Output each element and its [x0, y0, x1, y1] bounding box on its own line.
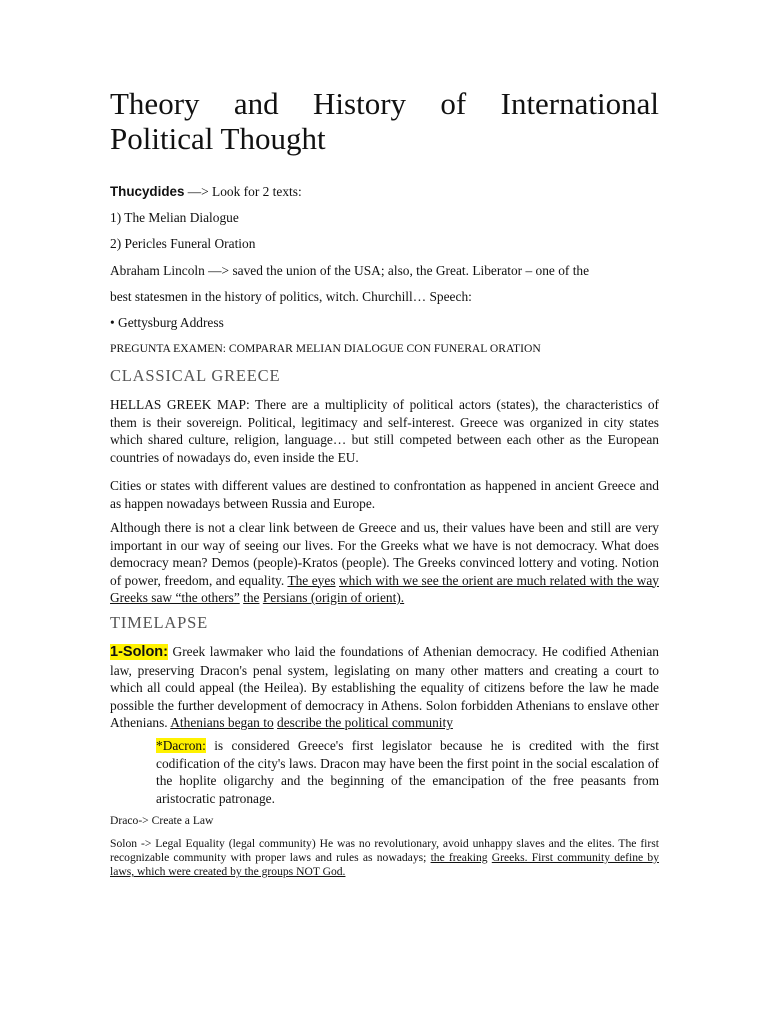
paragraph-hellas: HELLAS GREEK MAP: There are a multiplicity of political actors (states), the characteristics of them is their sovereign. Political, legitimacy and self-interest. Greece was organized in city states which shared culture, religion, language… but still competed between each other as the European countries of nowadays do, even inside the EU.	[110, 397, 659, 465]
dracon-label: *Dacron:	[156, 738, 206, 753]
draco-law-line: Draco-> Create a Law	[110, 814, 214, 827]
lincoln-line-1: Abraham Lincoln —> saved the union of the USA; also, the Great. Liberator – one of the	[110, 263, 590, 278]
paragraph-although	[110, 519, 659, 607]
solon-label: 1-Solon:	[110, 644, 168, 660]
paragraph-dracon	[156, 737, 659, 807]
solon-legal-text: Solon -> Legal Equality (legal community) He was no revolutionary, avoid unhappy slaves and the elites. The first recognizable community with proper laws and rules as nowadays;	[110, 837, 659, 864]
bullet-gettysburg: • Gettysburg Address	[110, 315, 224, 330]
although-underline-4: Persians (origin of orient).	[262, 590, 405, 605]
although-underline-1: The eyes	[287, 572, 336, 588]
solon-underline-1: Athenians began to	[170, 715, 274, 730]
solon-legal-underline-1: the freaking	[430, 851, 488, 864]
paragraph-solon-legal	[110, 837, 659, 879]
dracon-text: is considered Greece's first legislator because he is credited with the first codification of the city's laws. Dracon may have been the first point in the social escalation of the hoplite oligarchy and the beginning of the emancipation of the free peasants from aristocratic patronage.	[156, 738, 659, 806]
list-item-1: 1) The Melian Dialogue	[110, 210, 239, 225]
although-text: Although there is not a clear link between de Greece and us, their values have been and still are very important in our way of seeing our lives. For the Greeks what we have is not democracy. What does democracy mean? Demos (people)-Kratos (people). The Greeks convinced lottery and voting. Notion of power, freedom, and equality.	[110, 520, 659, 588]
exam-question: PREGUNTA EXAMEN: COMPARAR MELIAN DIALOGUE CON FUNERAL ORATION	[110, 342, 541, 355]
solon-underline-2: describe the political community	[277, 715, 453, 730]
thucydides-line	[110, 183, 659, 201]
solon-text: Greek lawmaker who laid the foundations of Athenian democracy. He codified Athenian law, preserving Dracon's penal system, legislating on many other matters and creating a court to which all could appeal (the Heilea). By establishing the equality of citizens before the law he made possible the further development of democracy in Athens. Solon forbidden Athenians to enslave other Athenians.	[110, 644, 659, 730]
although-underline-3: the	[243, 590, 260, 605]
document-title: Theory and History of International Political Thought	[110, 86, 659, 156]
paragraph-cities: Cities or states with different values are destined to confrontation as happened in ancient Greece and as happen nowadays between Russia and Europe.	[110, 478, 659, 511]
paragraph-solon	[110, 643, 659, 732]
thucydides-rest: —> Look for 2 texts:	[184, 184, 302, 199]
lincoln-line-2: best statesmen in the history of politics, witch. Churchill… Speech:	[110, 289, 472, 304]
heading-timelapse: TIMELAPSE	[110, 613, 208, 632]
thucydides-name: Thucydides	[110, 184, 185, 199]
although-underline-2: which with we see the orient are much related with the way Greeks saw “the others”	[110, 572, 659, 605]
solon-legal-underline-2: Greeks. First community define by laws, which were created by the groups NOT God.	[110, 851, 659, 878]
heading-classical-greece: CLASSICAL GREECE	[110, 366, 281, 385]
list-item-2: 2) Pericles Funeral Oration	[110, 236, 256, 251]
